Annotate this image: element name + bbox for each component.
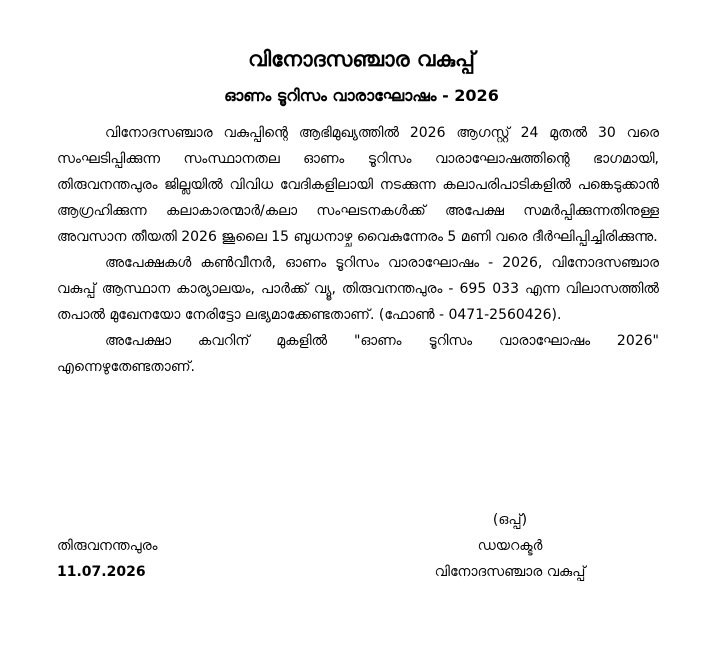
paragraph-submission-address: അപേക്ഷകൾ കൺവീനർ, ഓണം ടൂറിസം വാരാഘോഷം - 2026, വിനോദസഞ്ചാര വകുപ്പ് ആസ്ഥാന കാര്യാലയം, പാർക്ക് വ്യൂ, തിരുവനന്തപുരം - 695 033 എന്ന വിലാസത്തിൽ തപാൽ മുഖേനയോ നേരിട്ടോ ലഭ്യമാക്കേണ്ടതാണ്. (ഫോൺ - 0471-2560426). [57,255,659,323]
signature-mark: (ഒപ്പ്) [492,512,528,528]
paragraph-cover-note: അപേക്ഷാ കവറിന് മുകളിൽ "ഓണം ടൂറിസം വാരാഘോഷം 2026" എന്നെഴുതേണ്ടതാണ്. [57,333,659,375]
signatory-department: വിനോദസഞ്ചാര വകുപ്പ് [434,564,586,580]
notice-body [57,120,659,380]
event-subtitle: ഓണം ടൂറിസം വാരാഘോഷം - 2026 [224,86,499,105]
date-of-issue: 11.07.2026 [57,564,146,580]
department-title: വിനോദസഞ്ചാര വകുപ്പ് [248,47,475,71]
paragraph-deadline-extension: വിനോദസഞ്ചാര വകുപ്പിന്റെ ആഭിമുഖ്യത്തിൽ 2026 ആഗസ്റ്റ് 24 മുതൽ 30 വരെ സംഘടിപ്പിക്കുന്ന സംസ്ഥാനതല ഓണം ടൂറിസം വാരാഘോഷത്തിന്റെ ഭാഗമായി, തിരുവനന്തപുരം ജില്ലയിൽ വിവിധ വേദികളിലായി നടക്കുന്ന കലാപരിപാടികളിൽ പങ്കെടുക്കാൻ ആഗ്രഹിക്കുന്ന കലാകാരന്മാർ/കലാ സംഘടനകൾക്ക് അപേക്ഷ സമർപ്പിക്കുന്നതിനുള്ള അവസാന തീയതി 2026 ജൂലൈ 15 ബുധനാഴ്ച വൈകുന്നേരം 5 മണി വരെ ദീർഘിപ്പിച്ചിരിക്കുന്നു. [57,125,659,245]
signatory-designation: ഡയറക്ടർ [477,538,543,554]
place-of-issue: തിരുവനന്തപുരം [57,538,158,554]
